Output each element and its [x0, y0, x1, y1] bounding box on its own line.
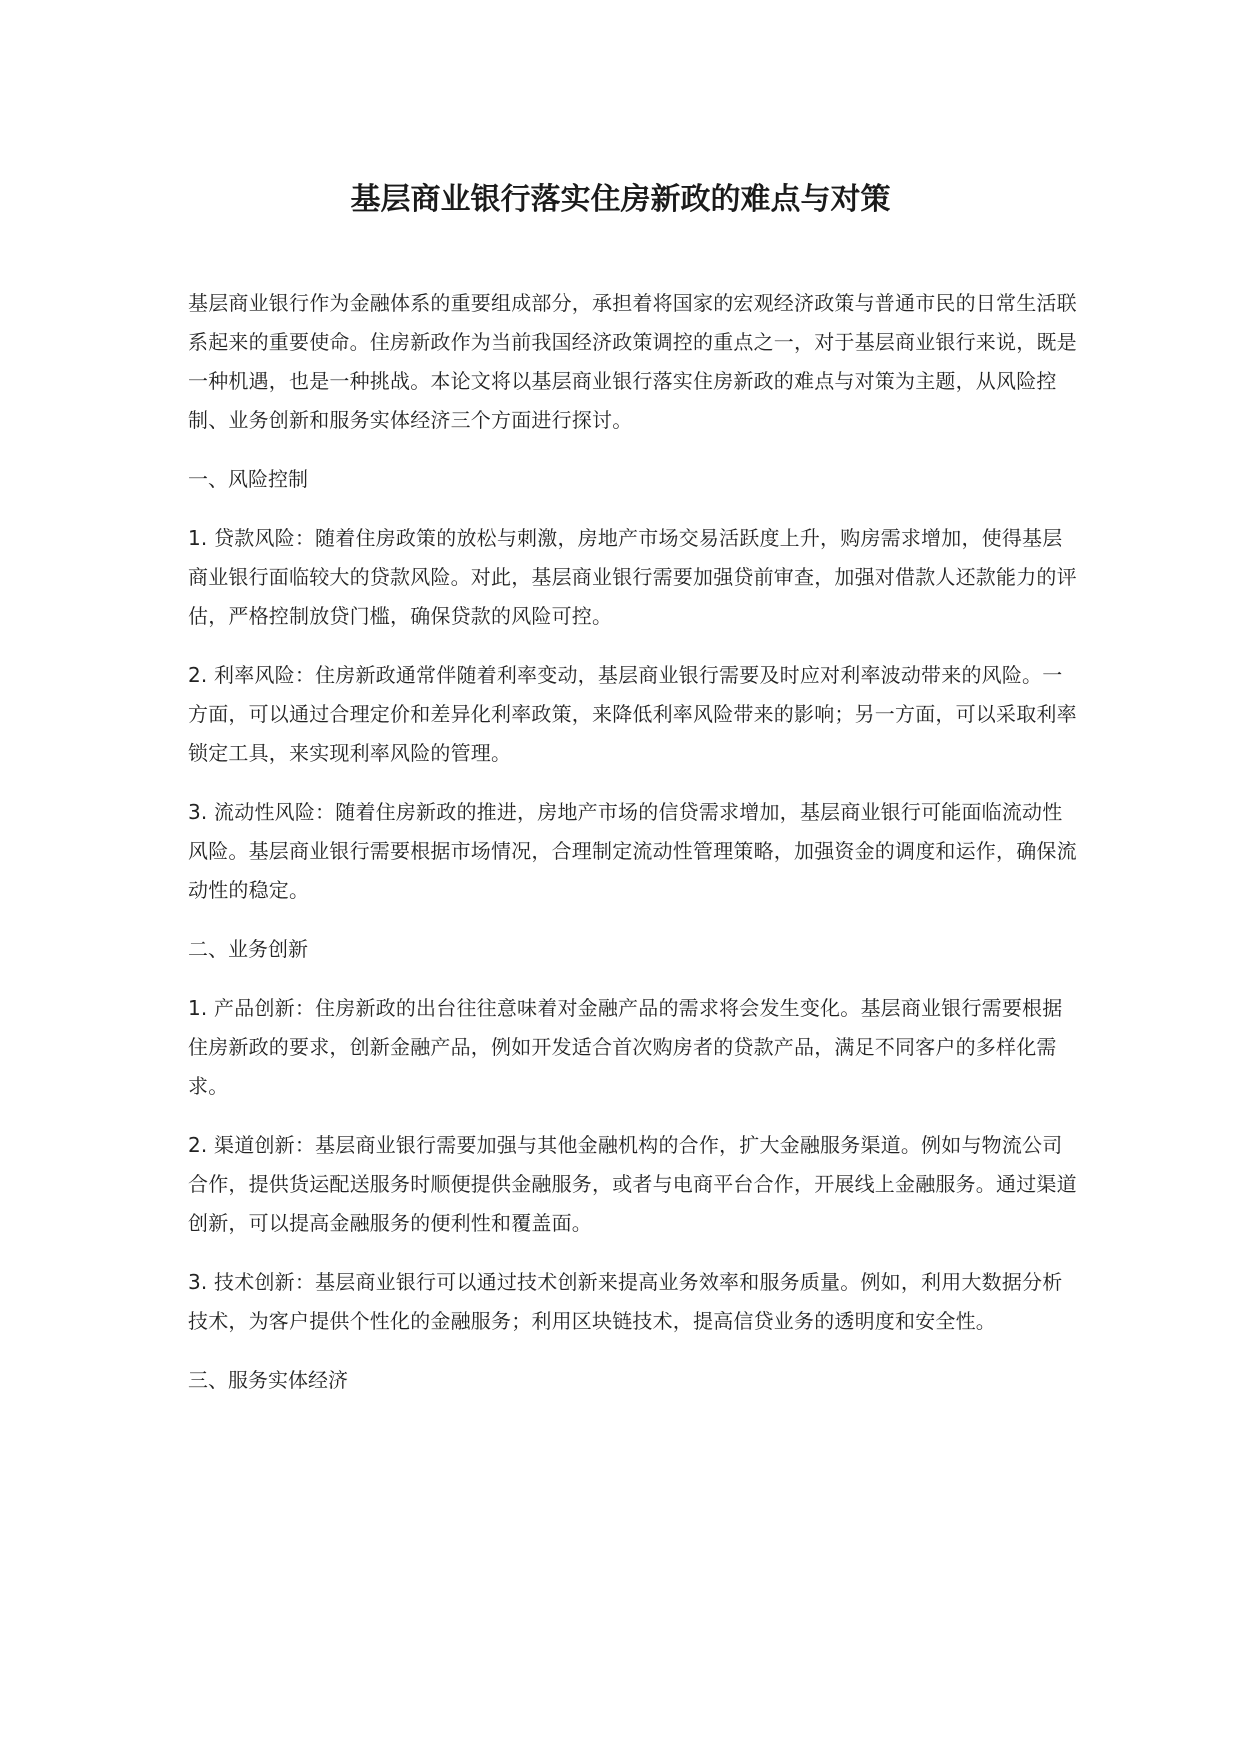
intro-paragraph: 基层商业银行作为金融体系的重要组成部分，承担着将国家的宏观经济政策与普通市民的日常生活联系起来的重要使命。住房新政作为当前我国经济政策调控的重点之一，对于基层商业银行来说，既是一种机遇，也是一种挑战。本论文将以基层商业银行落实住房新政的难点与对策为主题，从风险控制、业务创新和服务实体经济三个方面进行探讨。 [188, 291, 1077, 432]
paragraph-technology-innovation: 3. 技术创新：基层商业银行可以通过技术创新来提高业务效率和服务质量。例如，利用大数据分析技术，为客户提供个性化的金融服务；利用区块链技术，提高信贷业务的透明度和安全性。 [188, 1270, 1063, 1333]
document-body [188, 284, 1078, 1420]
section-heading-risk-control: 一、风险控制 [188, 467, 308, 491]
section-heading-business-innovation: 二、业务创新 [188, 937, 308, 961]
document-title: 基层商业银行落实住房新政的难点与对策 [350, 182, 891, 217]
paragraph-liquidity-risk: 3. 流动性风险：随着住房新政的推进，房地产市场的信贷需求增加，基层商业银行可能面临流动性风险。基层商业银行需要根据市场情况，合理制定流动性管理策略，加强资金的调度和运作，确保流动性的稳定。 [188, 800, 1077, 902]
paragraph-loan-risk: 1. 贷款风险：随着住房政策的放松与刺激，房地产市场交易活跃度上升，购房需求增加，使得基层商业银行面临较大的贷款风险。对此，基层商业银行需要加强贷前审查，加强对借款人还款能力的评估，严格控制放贷门槛，确保贷款的风险可控。 [188, 526, 1077, 628]
paragraph-product-innovation: 1. 产品创新：住房新政的出台往往意味着对金融产品的需求将会发生变化。基层商业银行需要根据住房新政的要求，创新金融产品，例如开发适合首次购房者的贷款产品，满足不同客户的多样化需求。 [188, 996, 1063, 1098]
paragraph-interest-rate-risk: 2. 利率风险：住房新政通常伴随着利率变动，基层商业银行需要及时应对利率波动带来的风险。一方面，可以通过合理定价和差异化利率政策，来降低利率风险带来的影响；另一方面，可以采取利率锁定工具，来实现利率风险的管理。 [188, 663, 1077, 765]
section-heading-real-economy: 三、服务实体经济 [188, 1368, 348, 1392]
paragraph-channel-innovation: 2. 渠道创新：基层商业银行需要加强与其他金融机构的合作，扩大金融服务渠道。例如与物流公司合作，提供货运配送服务时顺便提供金融服务，或者与电商平台合作，开展线上金融服务。通过渠道创新，可以提高金融服务的便利性和覆盖面。 [188, 1133, 1077, 1235]
